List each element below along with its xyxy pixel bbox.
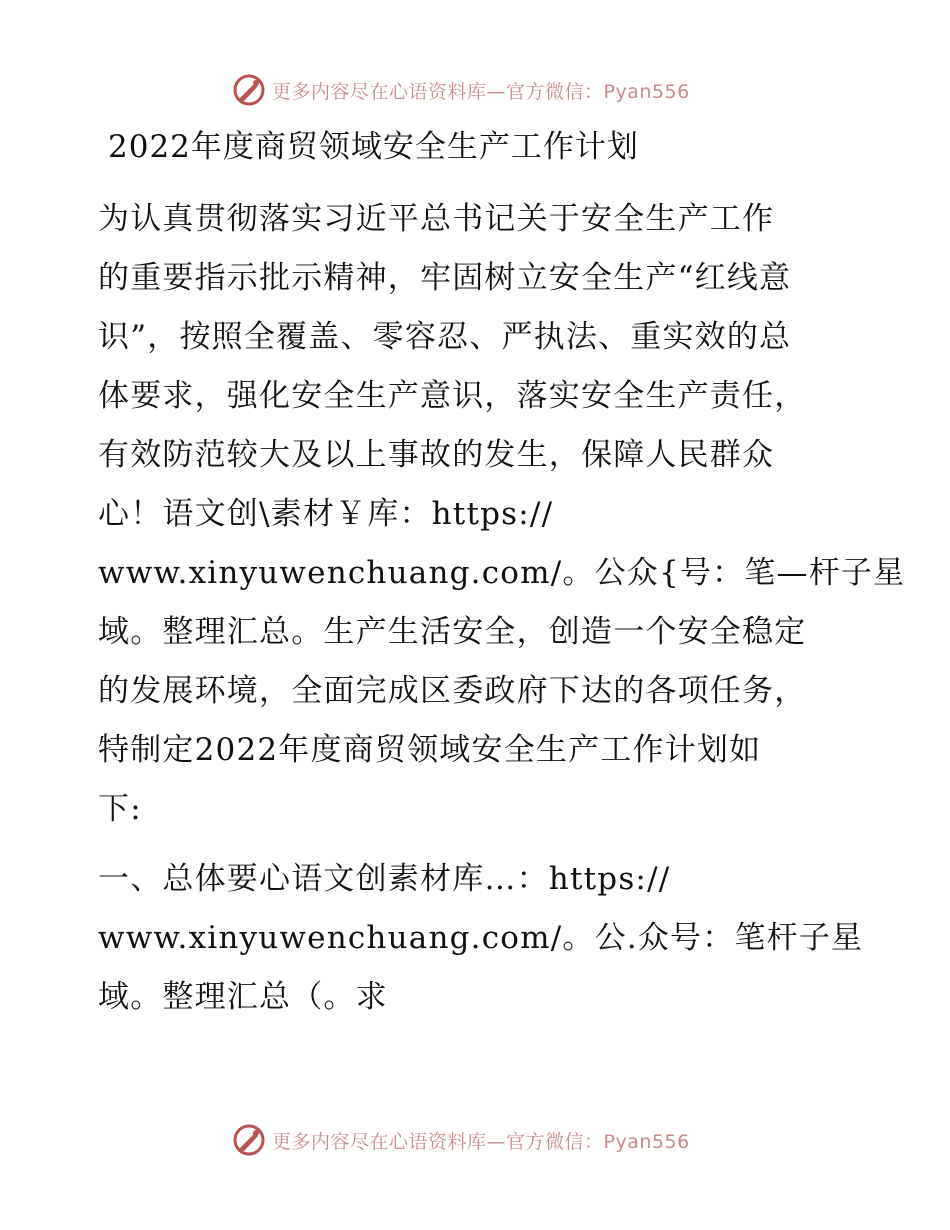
watermark-footer (232, 1120, 690, 1160)
text-line: 下: (98, 791, 142, 827)
text-line: 域。整理汇总（。求 (98, 979, 388, 1015)
pen-logo-icon (232, 1123, 266, 1157)
watermark-text: 更多内容尽在心语资料库—官方微信：Pyan556 (272, 80, 690, 103)
text-line: 有效防范较大及以上事故的发生，保障人民群众 (98, 437, 775, 473)
text-line: www.xinyuwenchuang.com/。公.众号：笔杆子星 (98, 920, 864, 956)
text-line: 一、总体要心语文创素材库…：https:// (98, 861, 671, 897)
text-line: 的重要指示批示精神，牢固树立安全生产“红线意 (98, 260, 792, 296)
text-line: www.xinyuwenchuang.com/。公众{号：笔—杆子星 (98, 555, 906, 591)
paragraph-intro (98, 190, 906, 839)
watermark-header (232, 70, 690, 110)
text-line: 的发展环境，全面完成区委政府下达的各项任务， (98, 673, 807, 709)
paragraph-section-one (98, 850, 864, 1027)
text-line: 为认真贯彻落实习近平总书记关于安全生产工作 (98, 201, 775, 237)
document-title: 2022年度商贸领域安全生产工作计划 (108, 129, 639, 165)
text-line: 心！语文创\素材￥库：https:// (98, 496, 554, 532)
text-line: 域。整理汇总。生产生活安全，创造一个安全稳定 (98, 614, 807, 650)
pen-logo-icon (232, 73, 266, 107)
text-line: 特制定2022年度商贸领域安全生产工作计划如 (98, 732, 762, 768)
text-line: 体要求，强化安全生产意识，落实安全生产责任， (98, 378, 807, 414)
watermark-text: 更多内容尽在心语资料库—官方微信：Pyan556 (272, 1130, 690, 1153)
text-line: 识”，按照全覆盖、零容忍、严执法、重实效的总 (98, 319, 792, 355)
